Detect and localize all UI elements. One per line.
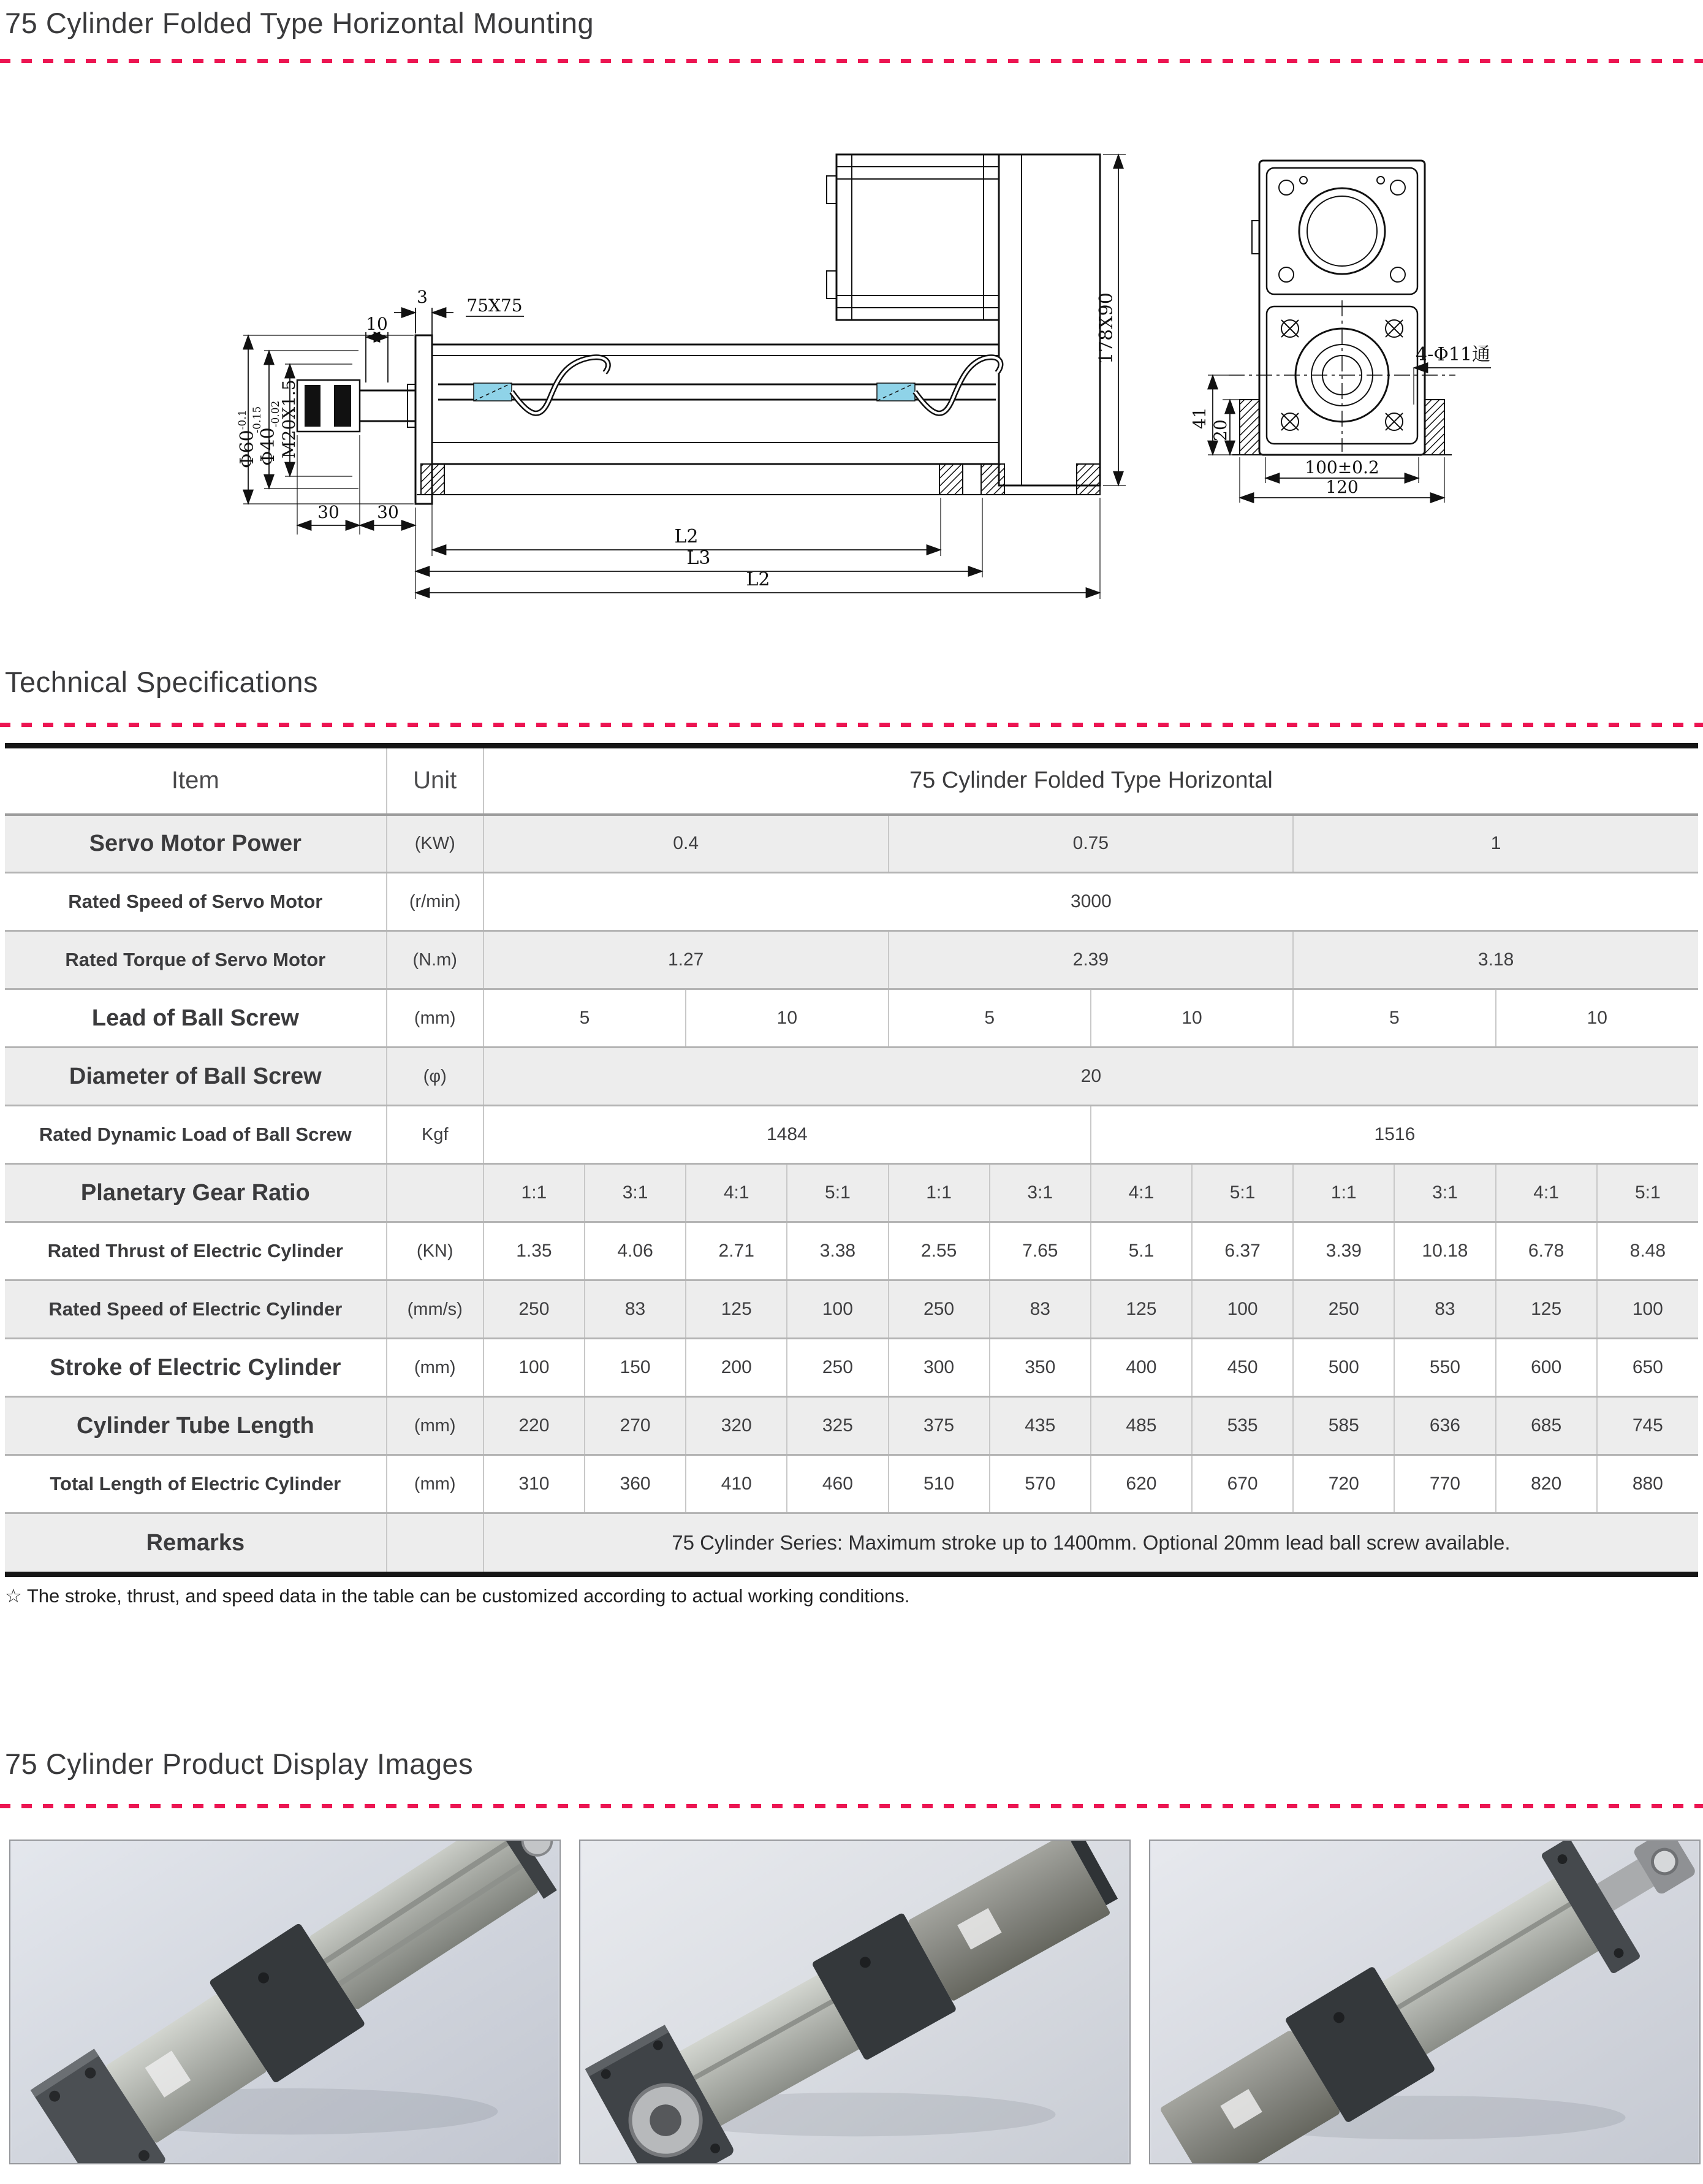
spec-cell: 620 [1091,1455,1192,1513]
spec-cell: 5.1 [1091,1222,1192,1280]
dim-label-100: 100±0.2 [1305,457,1379,478]
divider-dashed [0,59,1703,63]
spec-cell: 685 [1496,1397,1597,1455]
spec-cell: 150 [585,1339,686,1397]
spec-cell: 670 [1192,1455,1293,1513]
spec-cell: 650 [1597,1339,1698,1397]
spec-cell: 550 [1394,1339,1495,1397]
spec-cell: 6.78 [1496,1222,1597,1280]
spec-cell: 270 [585,1397,686,1455]
technical-drawing [230,142,1492,633]
dim-label-rod-len: 10 [366,314,388,334]
cylinder-tube [417,344,1100,495]
spec-cell: 3000 [484,873,1698,931]
spec-cell: 6.37 [1192,1222,1293,1280]
spec-row-label: Rated Thrust of Electric Cylinder [5,1222,387,1280]
spec-cell: 100 [484,1339,585,1397]
spec-unit: (mm) [387,1455,484,1513]
table-row [5,1106,1698,1164]
spec-cell: 1:1 [889,1164,990,1222]
spec-remarks-cell: 75 Cylinder Series: Maximum stroke up to 1400mm. Optional 20mm lead ball screw available. [484,1513,1698,1575]
spec-unit [387,1513,484,1575]
table-row [5,873,1698,931]
spec-cell: 485 [1091,1397,1192,1455]
spec-unit: (mm) [387,1397,484,1455]
spec-cell: 4:1 [1496,1164,1597,1222]
spec-cell: 200 [686,1339,787,1397]
spec-row-label: Cylinder Tube Length [5,1397,387,1455]
spec-cell: 125 [686,1280,787,1339]
spec-cell: 4:1 [1091,1164,1192,1222]
spec-unit: (N.m) [387,931,484,989]
table-row-remarks [5,1513,1698,1575]
spec-row-label: Remarks [5,1513,387,1575]
spec-cell: 2.55 [889,1222,990,1280]
table-row [5,1455,1698,1513]
spec-cell: 250 [889,1280,990,1339]
spec-unit: (φ) [387,1048,484,1106]
spec-row-label: Stroke of Electric Cylinder [5,1339,387,1397]
spec-row-label: Servo Motor Power [5,815,387,873]
dim-label-20: 20 [1210,419,1231,441]
spec-cell: 5 [889,989,1091,1048]
spec-cell: 1:1 [484,1164,585,1222]
table-row [5,1280,1698,1339]
dim-label-l3: L3 [686,547,711,569]
dim-label-l2-outer: L2 [746,569,770,590]
spec-cell: 4:1 [686,1164,787,1222]
col-header-item: Item [171,767,219,794]
spec-unit: (KN) [387,1222,484,1280]
spec-row-label: Total Length of Electric Cylinder [5,1455,387,1513]
spec-cell: 83 [1394,1280,1495,1339]
spec-cell: 10 [1496,989,1698,1048]
dim-label-rod-d: $\Phi 40_{-0.02}$ [257,400,282,466]
spec-cell: 636 [1394,1397,1495,1455]
end-view [1229,161,1455,455]
spec-cell: 3.38 [787,1222,888,1280]
col-header-unit: Unit [387,746,484,815]
spec-cell: 720 [1293,1455,1394,1513]
spec-row-label: Planetary Gear Ratio [5,1164,387,1222]
spec-unit: (mm) [387,989,484,1048]
spec-cell: 435 [990,1397,1091,1455]
product-photo-2 [579,1840,1131,2164]
dim-label-motor-size: 178X90 [1096,292,1117,364]
product-photos [9,1840,1694,2164]
spec-cell: 300 [889,1339,990,1397]
spec-cell: 1:1 [1293,1164,1394,1222]
spec-cell: 220 [484,1397,585,1455]
images-heading: 75 Cylinder Product Display Images [5,1748,474,1780]
table-row [5,1339,1698,1397]
spec-cell: 3.18 [1293,931,1698,989]
spec-cell: 310 [484,1455,585,1513]
spec-cell: 460 [787,1455,888,1513]
spec-cell: 250 [1293,1280,1394,1339]
dim-label-thread: M20X1.5 [279,379,299,458]
spec-cell: 1.35 [484,1222,585,1280]
spec-unit [387,1164,484,1222]
spec-cell: 510 [889,1455,990,1513]
table-row [5,815,1698,873]
spec-row-label: Lead of Ball Screw [5,989,387,1048]
spec-cell: 125 [1091,1280,1192,1339]
dim-label-41: 41 [1189,407,1210,429]
spec-cell: 2.39 [889,931,1294,989]
divider-dashed [0,1804,1703,1808]
spec-cell: 770 [1394,1455,1495,1513]
col-header-product: 75 Cylinder Folded Type Horizontal [484,746,1698,815]
spec-cell: 880 [1597,1455,1698,1513]
spec-unit: (KW) [387,815,484,873]
spec-cell: 83 [990,1280,1091,1339]
dim-label-plate-thickness: 3 [417,287,428,307]
table-row [5,1048,1698,1106]
spec-row-label: Rated Dynamic Load of Ball Screw [5,1106,387,1164]
spec-cell: 2.71 [686,1222,787,1280]
spec-cell: 400 [1091,1339,1192,1397]
spec-cell: 1.27 [484,931,889,989]
table-row [5,1164,1698,1222]
spec-cell: 1484 [484,1106,1091,1164]
spec-cell: 5:1 [787,1164,888,1222]
spec-cell: 10.18 [1394,1222,1495,1280]
spec-cell: 83 [585,1280,686,1339]
spec-cell: 8.48 [1597,1222,1698,1280]
page-title: 75 Cylinder Folded Type Horizontal Mounting [5,7,594,39]
spec-cell: 10 [686,989,888,1048]
table-row [5,989,1698,1048]
dim-label-holes: 4-Φ11通 [1416,344,1490,365]
divider-dashed [0,723,1703,727]
spec-row-label: Rated Speed of Servo Motor [5,873,387,931]
spec-cell: 0.4 [484,815,889,873]
spec-cell: 100 [1597,1280,1698,1339]
spec-cell: 410 [686,1455,787,1513]
table-header-row [5,746,1698,815]
spec-cell: 3:1 [1394,1164,1495,1222]
dim-label-30a: 30 [317,502,339,522]
spec-cell: 125 [1496,1280,1597,1339]
spec-cell: 535 [1192,1397,1293,1455]
piston-rod [297,380,415,432]
spec-table [5,743,1698,1577]
spec-cell: 100 [787,1280,888,1339]
dim-label-120: 120 [1326,477,1359,497]
spec-cell: 600 [1496,1339,1597,1397]
spec-cell: 3.39 [1293,1222,1394,1280]
spec-unit: (mm/s) [387,1280,484,1339]
product-photo-1 [9,1840,561,2164]
spec-cell: 10 [1091,989,1293,1048]
dim-label-tube-size: 75X75 [466,295,523,316]
spec-unit: (mm) [387,1339,484,1397]
side-view [297,154,1100,504]
spec-cell: 360 [585,1455,686,1513]
table-row [5,1222,1698,1280]
spec-cell: 570 [990,1455,1091,1513]
spec-cell: 5:1 [1597,1164,1698,1222]
spec-cell: 375 [889,1397,990,1455]
table-footnote: ☆ The stroke, thrust, and speed data in the table can be customized according to actual working conditions. [5,1585,910,1607]
spec-cell: 3:1 [585,1164,686,1222]
spec-cell: 0.75 [889,815,1294,873]
spec-cell: 745 [1597,1397,1698,1455]
dim-label-rod-od: $\Phi 60^{-0.1}$ -0.15 [237,406,264,468]
spec-cell: 1516 [1091,1106,1698,1164]
motor-side [827,154,999,320]
spec-cell: 820 [1496,1455,1597,1513]
spec-cell: 325 [787,1397,888,1455]
spec-cell: 5:1 [1192,1164,1293,1222]
spec-cell: 7.65 [990,1222,1091,1280]
spec-cell: 250 [787,1339,888,1397]
spec-cell: 3:1 [990,1164,1091,1222]
spec-unit: Kgf [387,1106,484,1164]
spec-cell: 585 [1293,1397,1394,1455]
table-row [5,1397,1698,1455]
fold-bracket [999,154,1100,485]
spec-cell: 450 [1192,1339,1293,1397]
specs-heading: Technical Specifications [5,666,318,698]
spec-cell: 5 [1293,989,1495,1048]
table-row [5,931,1698,989]
spec-cell: 350 [990,1339,1091,1397]
spec-cell: 1 [1293,815,1698,873]
spec-unit: (r/min) [387,873,484,931]
spec-cell: 500 [1293,1339,1394,1397]
spec-row-label: Diameter of Ball Screw [5,1048,387,1106]
spec-cell: 320 [686,1397,787,1455]
spec-cell: 5 [484,989,686,1048]
spec-cell: 4.06 [585,1222,686,1280]
spec-row-label: Rated Speed of Electric Cylinder [5,1280,387,1339]
spec-cell: 20 [484,1048,1698,1106]
dim-label-30b: 30 [377,502,399,522]
spec-cell: 100 [1192,1280,1293,1339]
spec-row-label: Rated Torque of Servo Motor [5,931,387,989]
product-photo-3 [1149,1840,1701,2164]
dim-label-l2-inner: L2 [674,526,699,547]
spec-cell: 250 [484,1280,585,1339]
